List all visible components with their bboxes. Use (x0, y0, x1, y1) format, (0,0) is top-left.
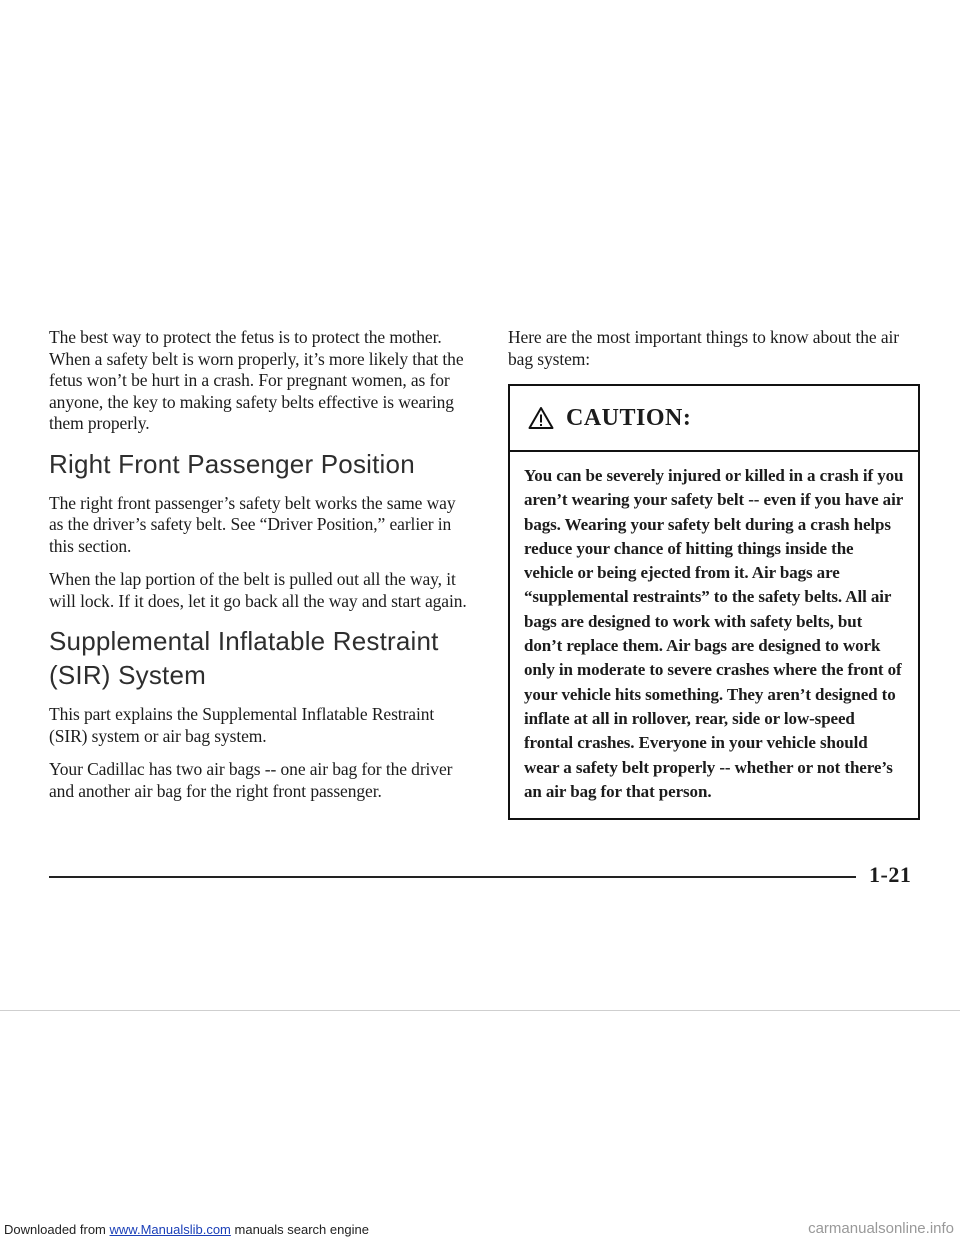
manualslib-link[interactable]: www.Manualslib.com (109, 1222, 231, 1237)
right-front-paragraph-2: When the lap portion of the belt is pulled out all the way, it will lock. If it does, let it go back all the way and start again. (49, 569, 467, 611)
caution-title: CAUTION: (566, 404, 692, 431)
sir-paragraph-2: Your Cadillac has two air bags -- one air bag for the driver and another air bag for the right front passenger. (49, 759, 453, 801)
footer-divider (49, 876, 856, 878)
caution-header (510, 386, 918, 452)
caution-text: You can be severely injured or killed in a crash if you aren’t wearing your safety belt -- even if you have air bags. Wearing your safety belt during a crash helps reduce your chance of hitting things inside the vehicle or being ejected from it. Air bags are “supplemental restraints” to the safety belts. All air bags are designed to work with safety belts, but don’t replace them. Air bags are designed to work only in moderate to severe crashes where the front of your vehicle hits something. They aren’t designed to inflate at all in rollover, rear, side or low-speed frontal crashes. Everyone in your vehicle should wear a safety belt properly -- whether or not there’s an air bag for that person. (524, 466, 904, 801)
site-watermark: carmanualsonline.info (808, 1220, 954, 1237)
air-bag-intro: Here are the most important things to know about the air bag system: (508, 327, 899, 369)
right-front-paragraph-1: The right front passenger’s safety belt works the same way as the driver’s safety belt. See “Driver Position,” earlier in this section. (49, 492, 456, 556)
heading-right-front-passenger: Right Front Passenger Position (49, 448, 415, 479)
scan-edge-divider (0, 1010, 960, 1011)
page-number: 1-21 (869, 862, 912, 887)
right-column (508, 327, 928, 820)
sir-paragraph-1: This part explains the Supplemental Inflatable Restraint (SIR) system or air bag system. (49, 704, 435, 746)
download-watermark (4, 1222, 369, 1237)
intro-paragraph: The best way to protect the fetus is to protect the mother. When a safety belt is worn properly, it’s more likely that the fetus won’t be hurt in a crash. For pregnant women, as for anyone, the key to making safety belts effective is wearing them properly. (49, 327, 464, 433)
watermark-suffix: manuals search engine (234, 1222, 369, 1237)
warning-triangle-icon (528, 406, 554, 430)
left-column (49, 327, 469, 814)
watermark-prefix: Downloaded from (4, 1222, 106, 1237)
caution-box (508, 384, 920, 820)
heading-sir-system: Supplemental Inflatable Restraint (SIR) System (49, 626, 439, 690)
